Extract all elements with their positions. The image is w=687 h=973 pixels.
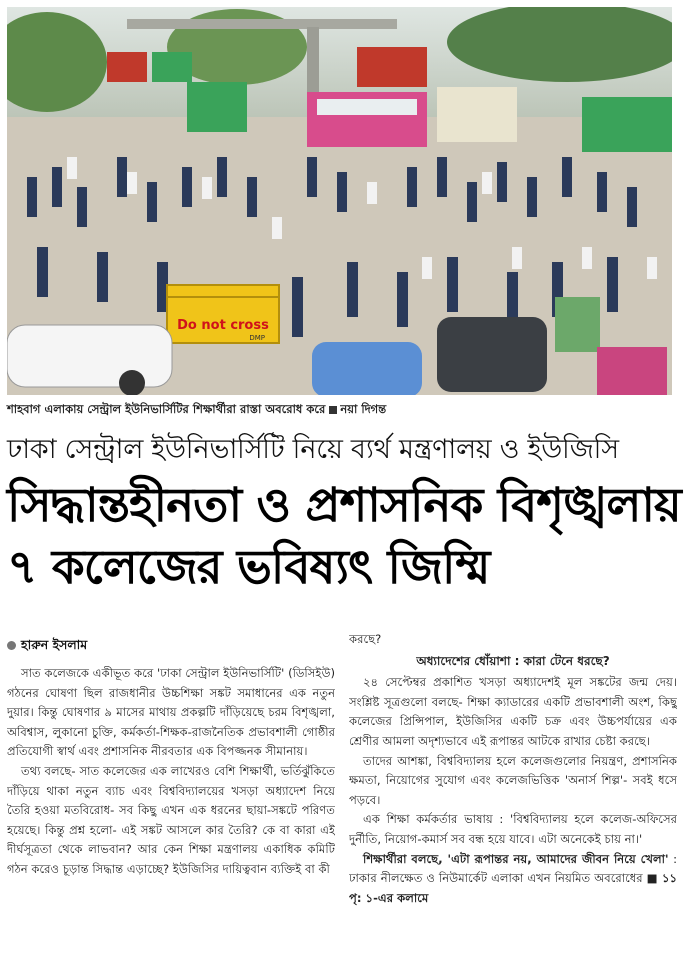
protest-scene-illustration	[7, 7, 672, 395]
caption-square-icon	[329, 406, 337, 414]
article-paragraph: এক শিক্ষা কর্মকর্তার ভাষায় : 'বিশ্ববিদ্যালয় হলে কলেজ-অফিসের দুর্নীতি, নিয়োগ-কমার্স সব বন্ধ হয়ে যাবে। এটা অনেকেই চায় না।'	[349, 812, 677, 846]
article-paragraph: সাত কলেজকে একীভূত করে 'ঢাকা সেন্ট্রাল ইউনিভার্সিটি' (ডিসিইউ) গঠনের ঘোষণা ছিল রাজধানীর উচ্চশিক্ষা সঙ্কট সমাধানের এক নতুন দুয়ার। কিন্তু ঘোষণার ৯ মাসের মাথায় প্রকল্পটি দাঁড়িয়েছে চরম বিশৃঙ্খলা, অবিশ্বাস, লুকানো চুক্তি, কর্মকর্তা-শিক্ষক-রাজনৈতিক প্রভাবশালী গোষ্ঠীর প্রতিযোগী স্বার্থ এবং প্রশাসনিক নীরবতার এক বিপজ্জনক সীমানায়।	[7, 666, 335, 759]
article-text: ঢাকার নীলক্ষেত ও নিউমার্কেট এলাকা এখন নিয়মিত অবরোধের	[349, 871, 643, 886]
subheading: অধ্যাদেশের ধোঁয়াশা : কারা টেনে ধরছে?	[416, 653, 610, 668]
barrier-sign-text: Do not cross	[177, 318, 269, 333]
caption-text: শাহবাগ এলাকায় সেন্ট্রাল ইউনিভার্সিটির শিক্ষার্থীরা রাস্তা অবরোধ করে	[7, 402, 326, 416]
byline-author: হারুন ইসলাম	[21, 637, 88, 652]
jump-reference: ১১ পৃ: ১-এর কলামে	[349, 871, 677, 905]
headline-line-1: সিদ্ধান্তহীনতা ও প্রশাসনিক বিশৃঙ্খলায়	[7, 478, 681, 533]
article-paragraph: তথ্য বলছে- সাত কলেজের এক লাখেরও বেশি শিক্ষার্থী, ভর্তিঝুঁকিতে দাঁড়িয়ে থাকা নতুন ব্যাচ এবং বিশ্ববিদ্যালয়ের খসড়া অধ্যাদেশ নিয়ে তৈরি হওয়া মতবিরোধ- সব কিছু এখন এক ধরনের ছায়া-সঙ্কটে পরিণত হয়েছে। কিন্তু প্রশ্ন হলো- এই সঙ্কট আসলে কার তৈরি? কে বা কারা এই দীর্ঘসূত্রতা থেকে লাভবান? আর কেন শিক্ষা মন্ত্রণালয় একাধিক কমিটি গঠন করেও চূড়ান্ত সিদ্ধান্ত এড়াচ্ছে? ইউজিসির দায়িত্ববান ব্যক্তিই বা কী	[7, 763, 335, 876]
article-paragraph-with-lead: শিক্ষার্থীরা বলছে, 'এটা রূপান্তর নয়, আমাদের জীবন নিয়ে খেলা' : ঢাকার নীলক্ষেত ও নিউমার্কেট এলাকা এখন নিয়মিত অবরোধের ■ ১১ পৃ: ১-এর কলামে	[349, 851, 677, 905]
caption-credit: নয়া দিগন্ত	[340, 402, 387, 416]
news-photo	[7, 7, 672, 395]
kicker-headline: ঢাকা সেন্ট্রাল ইউনিভার্সিটি নিয়ে ব্যর্থ মন্ত্রণালয় ও ইউজিসি	[7, 434, 619, 465]
barrier-sign-sub: DMP	[249, 334, 265, 342]
article-continuation: করছে?	[349, 632, 382, 646]
article-column-left	[7, 664, 335, 964]
article-column-right	[349, 630, 677, 964]
headline-line-2: ৭ কলেজের ভবিষ্যৎ জিম্মি	[7, 540, 490, 595]
photo-caption	[7, 401, 672, 420]
byline-bullet-icon	[7, 641, 16, 650]
byline	[7, 637, 87, 657]
article-paragraph: তাদের আশঙ্কা, বিশ্ববিদ্যালয় হলে কলেজগুলোর নিয়ন্ত্রণ, প্রশাসনিক ক্ষমতা, নিয়োগের সুযোগ এবং কলেজভিত্তিক 'অনার্স শিল্প'- সবই ধসে পড়বে।	[349, 753, 677, 807]
jump-square-icon: ■	[646, 871, 658, 886]
article-paragraph: ২৪ সেপ্টেম্বর প্রকাশিত খসড়া অধ্যাদেশই মূল সঙ্কটের জন্ম দেয়। সংশ্লিষ্ট সূত্রগুলো বলছে- শিক্ষা ক্যাডারের একটি প্রভাবশালী অংশ, কিছু কলেজের প্রিন্সিপাল, ইউজিসির একটি চক্র এবং উচ্চপর্যায়ের এক শ্রেণীর আমলা অদৃশ্যভাবে এই রূপান্তর আটকে রাখার চেষ্টা করছে।	[349, 675, 677, 748]
inline-subheading: শিক্ষার্থীরা বলছে, 'এটা রূপান্তর নয়, আমাদের জীবন নিয়ে খেলা'	[363, 851, 669, 866]
